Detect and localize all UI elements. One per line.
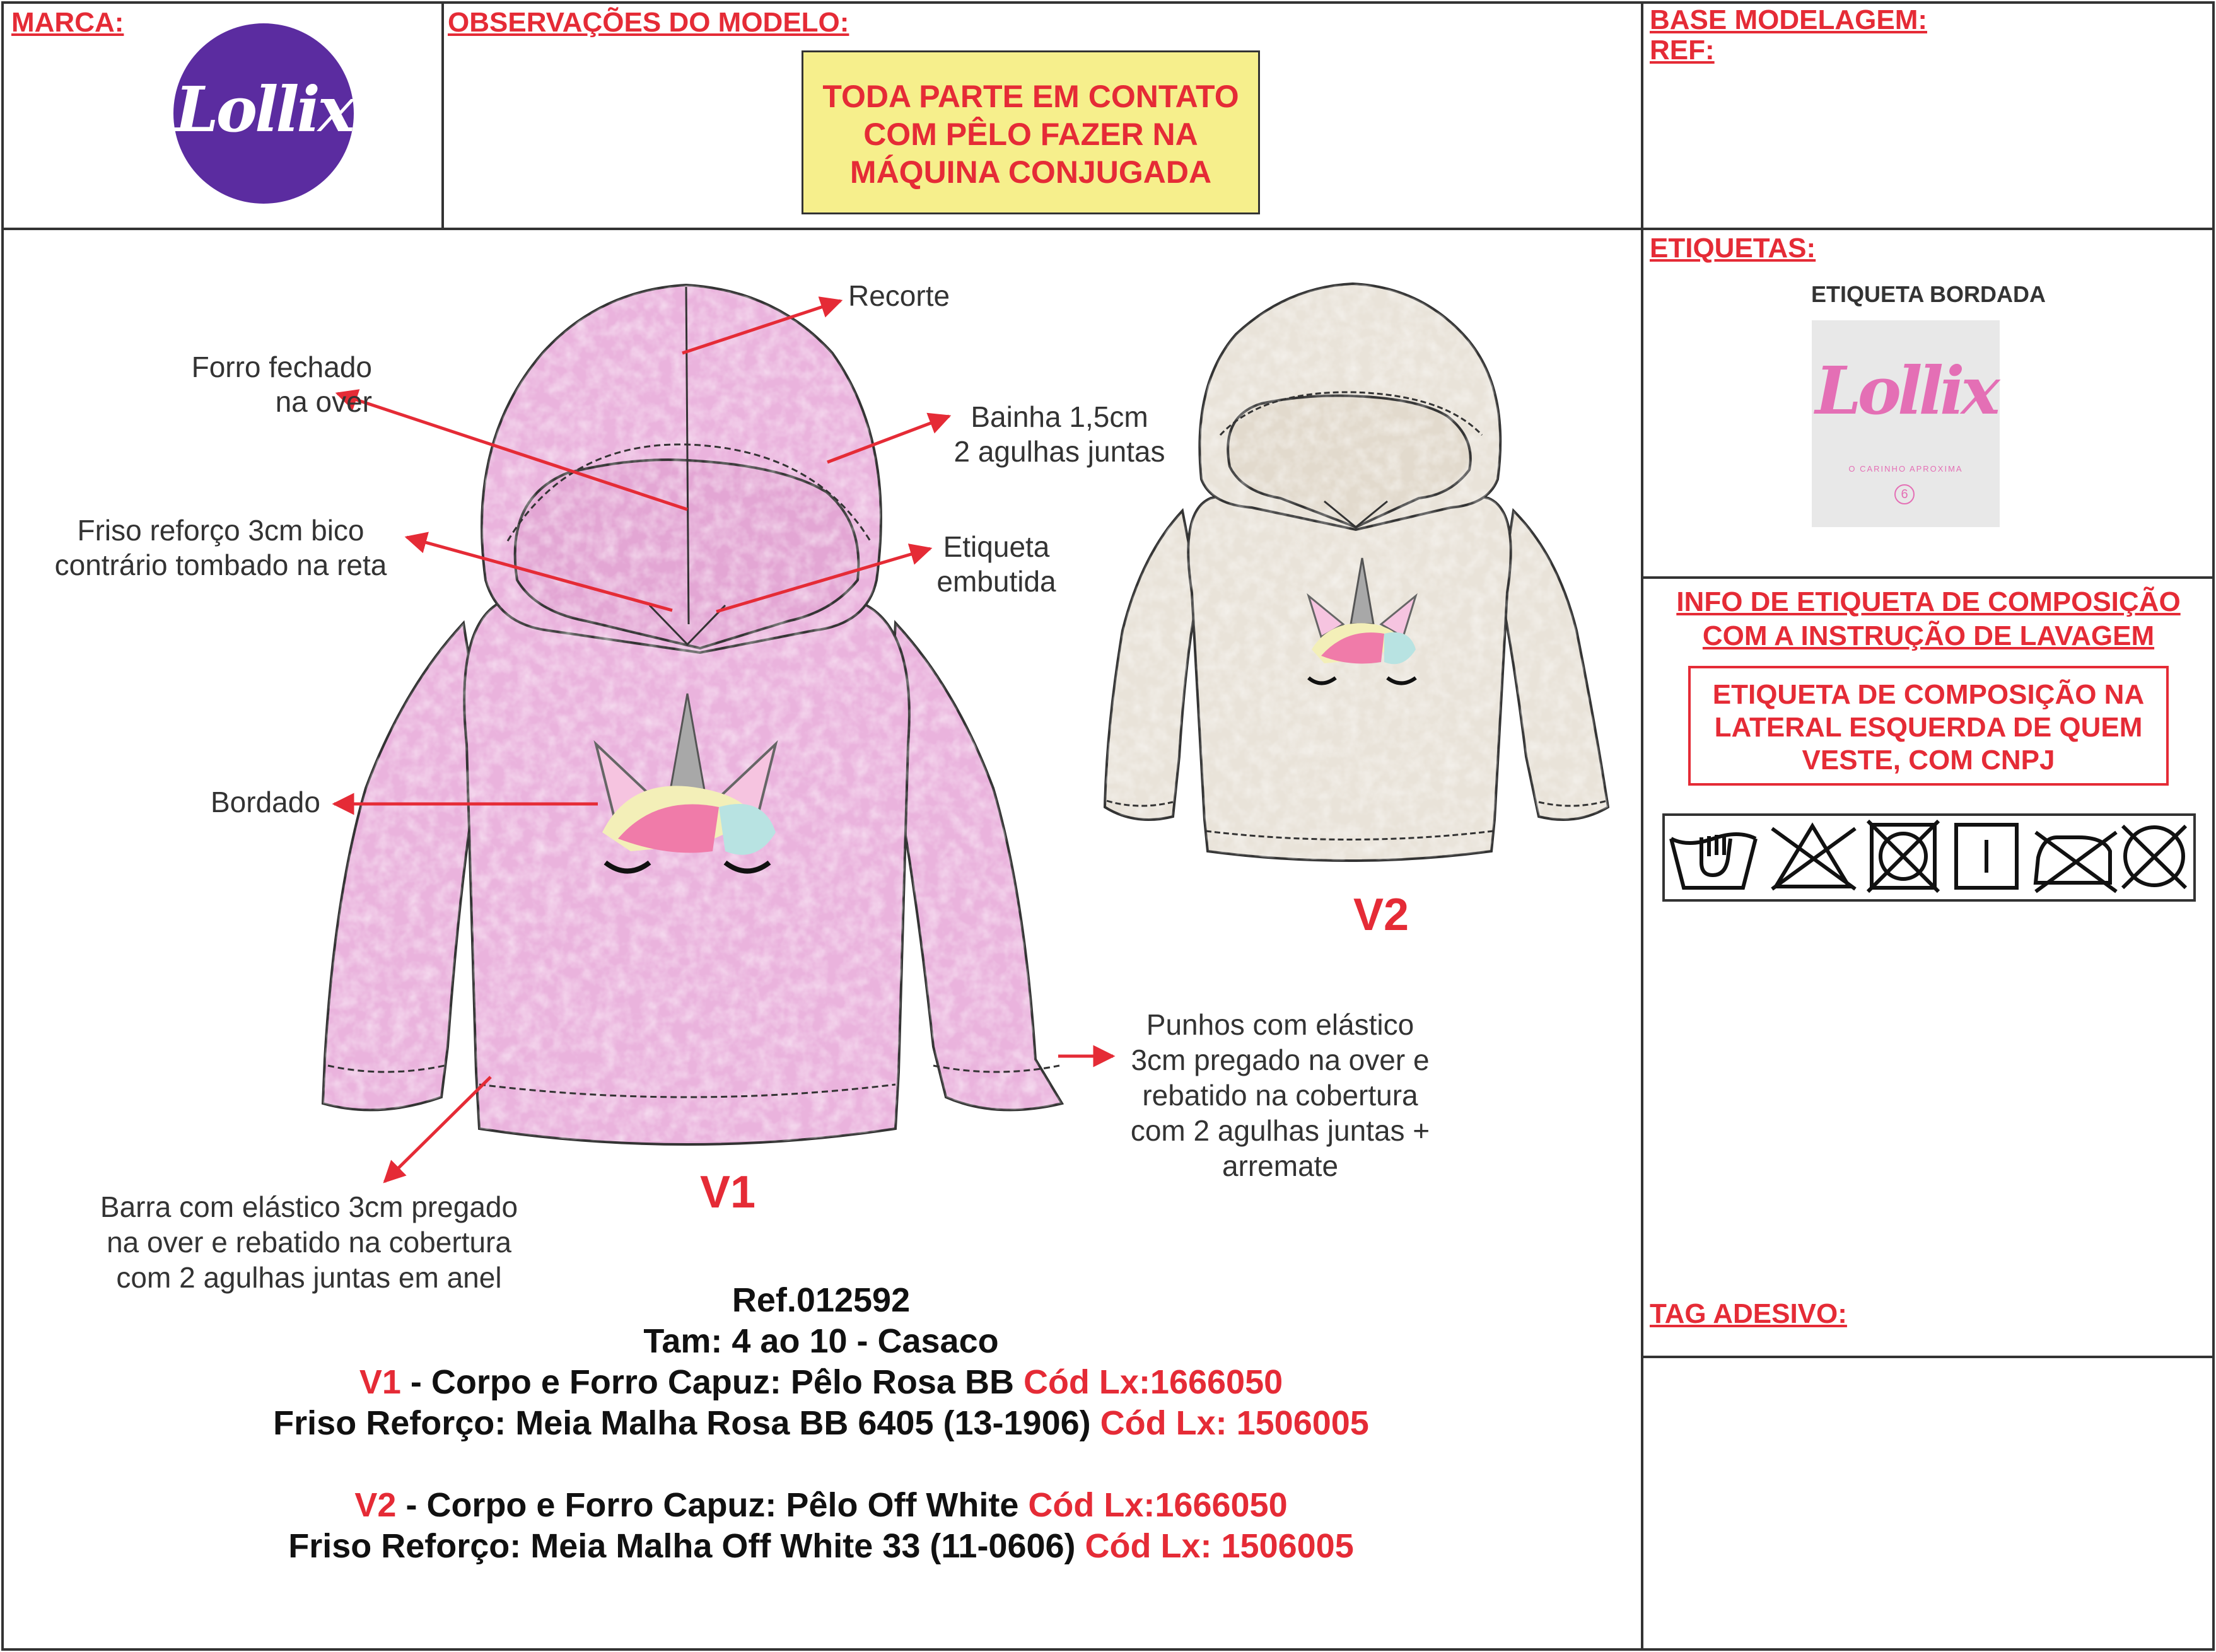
- spec-v1-cod: Cód Lx:1666050: [1023, 1363, 1283, 1401]
- spec-v2-friso-line: [0, 1526, 1642, 1567]
- marca-label: MARCA:: [11, 7, 124, 38]
- spec-v2-body: - Corpo e Forro Capuz: Pêlo Off White: [396, 1486, 1029, 1524]
- note-forro-line-1: Forro fechado: [191, 351, 372, 383]
- line-dry-icon: [1956, 825, 2017, 888]
- note-punhos-line-2: 3cm pregado na over e: [1131, 1044, 1430, 1076]
- brand-logo-text: Lollix: [175, 74, 353, 146]
- spec-v2-friso-cod: Cód Lx: 1506005: [1085, 1527, 1354, 1565]
- spec-v1-line: [0, 1362, 1642, 1403]
- spec-v1-prefix: V1: [359, 1363, 401, 1401]
- embroidered-tag: [1812, 320, 2000, 527]
- spec-ref: Ref.012592: [732, 1281, 911, 1319]
- composicao-line-2: LATERAL ESQUERDA DE QUEM: [1714, 712, 2143, 743]
- v2-label: V2: [1353, 890, 1409, 940]
- observation-line-1: TODA PARTE EM CONTATO: [822, 79, 1239, 114]
- no-iron-icon: [2036, 832, 2116, 892]
- note-punhos-line-1: Punhos com elástico: [1146, 1008, 1414, 1041]
- info-title-line-2: COM A INSTRUÇÃO DE LAVAGEM: [1702, 620, 2155, 651]
- tag-size-badge: [1894, 484, 1915, 504]
- note-friso-line-2: contrário tombado na reta: [54, 549, 387, 582]
- composicao-line-1: ETIQUETA DE COMPOSIÇÃO NA: [1712, 679, 2145, 710]
- spec-v1-body: - Corpo e Forro Capuz: Pêlo Rosa BB: [400, 1363, 1023, 1401]
- tag-size-value: 6: [1901, 487, 1908, 501]
- v1-label: V1: [700, 1167, 756, 1218]
- note-etiqueta: [927, 530, 1066, 599]
- info-title: [1642, 585, 2215, 653]
- note-bainha-line-1: Bainha 1,5cm: [971, 400, 1148, 433]
- note-bainha: [940, 400, 1179, 469]
- note-barra-line-2: na over e rebatido na cobertura: [107, 1226, 511, 1259]
- ref-label: REF:: [1650, 35, 1715, 66]
- note-bainha-line-2: 2 agulhas juntas: [953, 435, 1165, 468]
- spec-v2-cod: Cód Lx:1666050: [1028, 1486, 1288, 1524]
- hand-wash-icon: [1671, 834, 1756, 888]
- note-friso-line-1: Friso reforço 3cm bico: [77, 514, 364, 547]
- composicao-box: [1688, 666, 2169, 786]
- note-punhos-line-5: arremate: [1222, 1149, 1339, 1182]
- no-tumble-dry-icon: [1868, 821, 1939, 892]
- spec-v2-friso: Friso Reforço: Meia Malha Off White 33 (11-0606): [288, 1527, 1085, 1565]
- note-punhos-line-3: rebatido na cobertura: [1142, 1079, 1418, 1112]
- composicao-line-3: VESTE, COM CNPJ: [1802, 745, 2055, 776]
- observation-line-3: MÁQUINA CONJUGADA: [849, 154, 1212, 190]
- base-modelagem-label: BASE MODELAGEM:: [1650, 4, 1927, 35]
- note-punhos: [1097, 1007, 1463, 1184]
- tag-tagline: O CARINHO APROXIMA: [1848, 464, 1963, 474]
- note-etiqueta-line-2: embutida: [936, 565, 1056, 598]
- spec-v1-friso-line: [0, 1403, 1642, 1444]
- etiquetas-divider: [1642, 576, 2215, 579]
- spec-v2-line: [0, 1485, 1642, 1526]
- observation-line-2: COM PÊLO FAZER NA: [863, 117, 1198, 152]
- note-friso: [38, 513, 404, 583]
- tag-adesivo-divider: [1642, 1356, 2215, 1358]
- note-punhos-line-4: com 2 agulhas juntas +: [1130, 1114, 1430, 1147]
- etiquetas-label: ETIQUETAS:: [1650, 233, 1816, 264]
- spec-tam: Tam: 4 ao 10 - Casaco: [643, 1322, 999, 1360]
- no-bleach-icon: [1772, 826, 1855, 889]
- spec-v1-friso: Friso Reforço: Meia Malha Rosa BB 6405 (13-1906): [273, 1404, 1100, 1442]
- observacoes-label: OBSERVAÇÕES DO MODELO:: [448, 7, 849, 38]
- info-title-line-1: INFO DE ETIQUETA DE COMPOSIÇÃO: [1676, 586, 2181, 617]
- note-barra-line-1: Barra com elástico 3cm pregado: [100, 1190, 518, 1223]
- note-forro-line-2: na over: [275, 385, 372, 419]
- tag-logo-text: Lollix: [1815, 352, 1997, 429]
- care-symbols: [1662, 813, 2196, 902]
- spec-v1-friso-cod: Cód Lx: 1506005: [1100, 1404, 1369, 1442]
- note-etiqueta-line-1: Etiqueta: [943, 530, 1050, 563]
- note-barra-line-3: com 2 agulhas juntas em anel: [116, 1261, 502, 1294]
- etiqueta-bordada-title: ETIQUETA BORDADA: [1811, 281, 2046, 307]
- note-barra: [63, 1189, 555, 1295]
- tag-adesivo-label: TAG ADESIVO:: [1650, 1298, 1847, 1329]
- note-forro: [145, 350, 372, 419]
- spec-v2-prefix: V2: [354, 1486, 397, 1524]
- note-bordado: Bordado: [211, 786, 320, 818]
- note-recorte: Recorte: [848, 279, 950, 312]
- no-dry-clean-icon: [2123, 826, 2186, 888]
